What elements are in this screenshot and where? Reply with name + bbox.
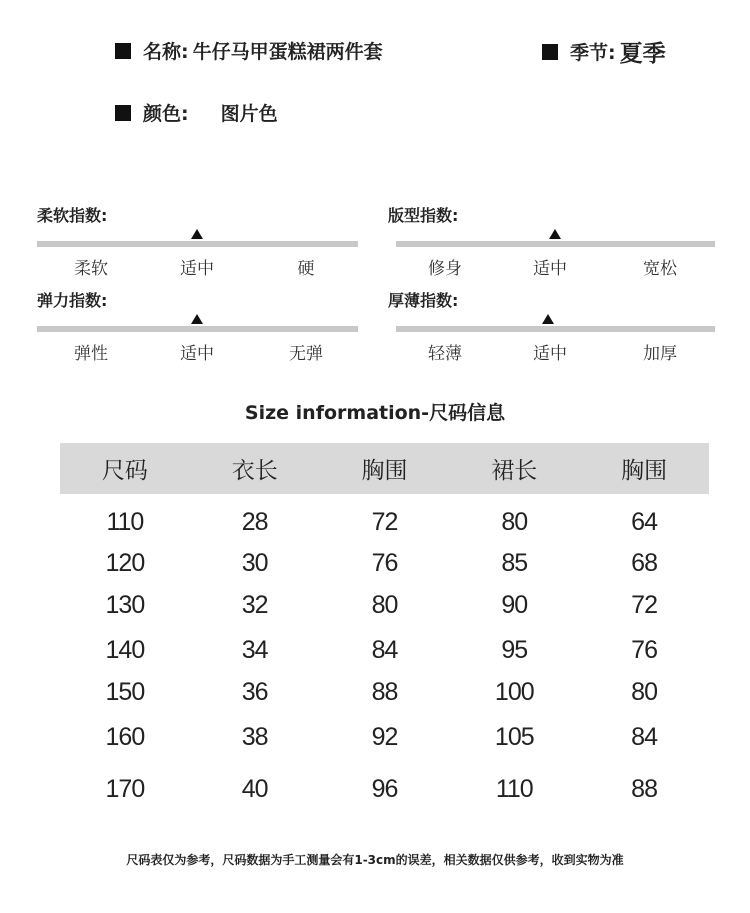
table-header-row [60, 443, 709, 494]
index-label: 适中 [533, 259, 567, 279]
table-cell: 100 [494, 677, 534, 706]
index-pointer-icon [549, 229, 561, 239]
index-label: 弹性 [74, 344, 108, 364]
table-row [60, 769, 709, 809]
index-bar [396, 241, 715, 247]
table-cell: 105 [494, 722, 534, 751]
table-row [60, 672, 709, 712]
index-label: 修身 [428, 259, 462, 279]
table-cell: 76 [631, 635, 657, 664]
index-title: 弹力指数: [37, 291, 108, 310]
index-label: 适中 [533, 344, 567, 364]
table-row [60, 585, 709, 625]
table-cell: 140 [105, 635, 145, 664]
table-cell: 38 [241, 722, 268, 751]
square-bullet-icon [115, 105, 131, 121]
index-label: 宽松 [643, 259, 677, 279]
table-row [60, 717, 709, 757]
table-cell: 32 [241, 590, 268, 619]
square-bullet-icon [115, 43, 131, 59]
product-name-row [115, 37, 383, 64]
header-cell-skirt-length: 裙长 [491, 458, 538, 484]
product-name-value: 牛仔马甲蛋糕裙两件套 [192, 41, 383, 63]
size-table-title: Size information-尺码信息 [244, 402, 506, 424]
index-label: 适中 [180, 344, 214, 364]
table-cell: 160 [105, 722, 145, 751]
index-pointer-icon [191, 314, 203, 324]
table-cell: 76 [371, 548, 398, 577]
index-pointer-icon [191, 229, 203, 239]
index-label: 无弹 [289, 344, 323, 364]
table-cell: 34 [241, 635, 268, 664]
index-label: 适中 [180, 259, 214, 279]
table-cell: 170 [105, 774, 145, 803]
table-cell: 85 [501, 548, 528, 577]
table-cell: 130 [105, 590, 145, 619]
index-bar [37, 241, 358, 247]
season-value: 夏季 [619, 41, 666, 67]
color-row [115, 99, 278, 126]
table-cell: 36 [241, 677, 268, 706]
table-row [60, 502, 709, 542]
index-label: 柔软 [74, 259, 108, 279]
table-cell: 28 [241, 507, 268, 536]
index-label: 加厚 [643, 344, 677, 364]
table-row [60, 543, 709, 583]
table-cell: 84 [631, 722, 657, 751]
index-title: 厚薄指数: [388, 291, 459, 310]
index-title: 柔软指数: [37, 206, 108, 225]
table-cell: 72 [631, 590, 657, 619]
table-cell: 95 [501, 635, 528, 664]
table-cell: 30 [241, 548, 268, 577]
measurement-disclaimer: 尺码表仅为参考，尺码数据为手工测量会有1-3cm的误差，相关数据仅供参考，收到实物为准 [126, 853, 624, 867]
table-cell: 80 [631, 677, 657, 706]
index-bar [396, 326, 715, 332]
square-bullet-icon [542, 44, 558, 60]
size-table [60, 443, 709, 803]
index-pointer-icon [542, 314, 554, 324]
table-cell: 72 [371, 507, 398, 536]
table-cell: 68 [631, 548, 657, 577]
header-cell-length: 衣长 [231, 458, 278, 484]
table-cell: 96 [371, 774, 398, 803]
table-row [60, 630, 709, 670]
table-cell: 88 [371, 677, 398, 706]
header-cell-chest-2: 胸围 [621, 458, 668, 484]
header-cell-chest: 胸围 [361, 458, 408, 484]
table-cell: 88 [631, 774, 657, 803]
product-name-label: 名称: [143, 41, 189, 63]
index-label: 轻薄 [428, 344, 462, 364]
table-cell: 90 [501, 590, 528, 619]
season-row [542, 35, 666, 68]
table-cell: 110 [106, 507, 144, 536]
table-cell: 80 [371, 590, 398, 619]
index-bar [37, 326, 358, 332]
index-title: 版型指数: [388, 206, 459, 225]
index-label: 硬 [297, 259, 315, 279]
header-cell-size: 尺码 [101, 458, 148, 484]
color-label: 颜色: [143, 103, 189, 125]
table-cell: 110 [495, 774, 533, 803]
season-label: 季节: [570, 42, 616, 64]
table-cell: 92 [371, 722, 398, 751]
table-cell: 64 [631, 507, 657, 536]
table-cell: 40 [241, 774, 268, 803]
table-cell: 84 [371, 635, 398, 664]
table-cell: 120 [105, 548, 145, 577]
table-cell: 150 [105, 677, 145, 706]
table-cell: 80 [501, 507, 528, 536]
color-value: 图片色 [220, 103, 278, 125]
